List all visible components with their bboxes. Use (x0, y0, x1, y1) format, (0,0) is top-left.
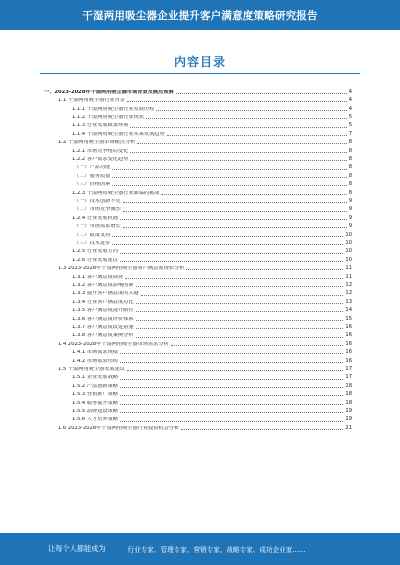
toc-entry-text: 1.2.4 行业发展机遇 (72, 215, 118, 221)
toc-leader-dots (141, 295, 344, 296)
toc-entry[interactable] (72, 322, 352, 330)
toc-entry-text: 1.3.5 客户满意度提升路径 (72, 308, 134, 314)
toc-entry[interactable] (58, 423, 352, 431)
toc-heading: 内容目录 (173, 55, 226, 69)
toc-entry[interactable] (72, 121, 352, 129)
toc-page-number: 16 (345, 332, 352, 339)
toc-leader-dots (161, 194, 346, 195)
toc-leader-dots (112, 177, 346, 178)
toc-leader-dots (120, 353, 343, 354)
toc-entry-text: 1.3.2 客户满意度影响因素 (72, 282, 134, 288)
toc-entry-text: 1.5.3 营销推广策略 (72, 392, 118, 398)
toc-leader-dots (120, 404, 343, 405)
toc-page-number: 9 (348, 197, 352, 204)
toc-leader-dots (130, 152, 346, 153)
toc-entry-text: 1.4.2 市场需求结构 (72, 358, 118, 364)
toc-page-number: 16 (345, 340, 352, 347)
toc-entry-text: 1.2.1 市场竞争格局变化 (72, 148, 129, 154)
toc-page-number: 13 (345, 298, 352, 305)
toc-leader-dots (112, 244, 343, 245)
toc-entry-text: 1.1 干湿两用吸尘器行业背景 (58, 98, 125, 104)
toc-entry-text: 1.4 2023-2028年干湿两用吸尘器市场需求分析 (58, 341, 169, 347)
toc-entry-text: 1.1.1 干湿两用吸尘器行业发展历程 (72, 106, 155, 112)
toc-leader-dots (120, 253, 343, 254)
toc-entry[interactable] (72, 406, 352, 414)
toc-entry[interactable] (74, 196, 352, 204)
toc-leader-dots (127, 101, 347, 102)
toc-leader-dots (136, 328, 344, 329)
toc-page-number: 16 (345, 357, 352, 364)
toc-entry[interactable] (72, 331, 352, 339)
toc-leader-dots (120, 261, 343, 262)
toc-entry[interactable] (72, 356, 352, 364)
toc-page-number: 12 (345, 281, 352, 288)
toc-entry[interactable] (72, 272, 352, 280)
toc-leader-dots (120, 395, 343, 396)
toc-entry[interactable] (72, 213, 352, 221)
toc-leader-dots (120, 219, 347, 220)
toc-entry[interactable] (74, 171, 352, 179)
toc-page-number: 4 (348, 105, 352, 112)
toc-entry[interactable] (72, 146, 352, 154)
toc-leader-dots (156, 110, 346, 111)
toc-leader-dots (120, 379, 343, 380)
toc-entry[interactable] (72, 188, 352, 196)
toc-page-number: 21 (345, 424, 352, 431)
toc-entry[interactable] (74, 221, 352, 229)
toc-page-number: 10 (345, 231, 352, 238)
toc-entry-text: （二）市场竞争激烈 (74, 207, 121, 213)
toc-entry[interactable] (74, 179, 352, 187)
toc-page-number: 14 (345, 307, 352, 314)
toc-entry-text: 1.3.7 客户满意度改进措施 (72, 324, 134, 330)
toc-entry[interactable] (72, 305, 352, 313)
toc-entry-text: 1.1.4 干湿两用吸尘器行业未来发展趋势 (72, 131, 165, 137)
toc-page-number: 16 (345, 349, 352, 356)
toc-entry-text: 1.1.2 干湿两用吸尘器行业现状 (72, 114, 144, 120)
toc-entry[interactable] (72, 347, 352, 355)
toc-page-number: 19 (345, 416, 352, 423)
toc-page-number: 8 (348, 181, 352, 188)
toc-leader-dots (130, 160, 346, 161)
toc-entry-text: 1.2.5 行业发展方向 (72, 249, 118, 255)
toc-entry[interactable] (58, 364, 352, 372)
toc-entry-text: （二）服务质量 (74, 173, 111, 179)
toc-entry[interactable] (72, 112, 352, 120)
toc-entry-text: （一）技术创新不足 (74, 198, 121, 204)
toc-entry-text: 1.5.1 企业发展战略 (72, 375, 118, 381)
toc-leader-dots (123, 211, 347, 212)
toc-entry-text: 1.3.1 客户满意度调查 (72, 274, 124, 280)
toc-leader-dots (112, 236, 343, 237)
toc-page-number: 8 (348, 147, 352, 154)
toc-entry[interactable] (72, 381, 352, 389)
toc-page-number: 5 (348, 113, 352, 120)
toc-leader-dots (123, 202, 347, 203)
toc-leader-dots (136, 337, 344, 338)
toc-leader-dots (181, 429, 343, 430)
toc-leader-dots (137, 143, 346, 144)
toc-entry[interactable] (72, 247, 352, 255)
toc-entry[interactable] (72, 129, 352, 137)
toc-leader-dots (136, 311, 344, 312)
toc-entry-text: （一）产品功能 (74, 165, 111, 171)
toc-entry[interactable] (72, 289, 352, 297)
toc-entry[interactable] (72, 104, 352, 112)
toc-page-number: 17 (345, 374, 352, 381)
toc-entry[interactable] (72, 389, 352, 397)
toc-entry-text: 1.3.4 行业客户满意度对比 (72, 299, 134, 305)
toc-entry[interactable] (72, 154, 352, 162)
page-header (0, 0, 400, 30)
toc-entry-text: 1.2.6 行业发展建议 (72, 257, 118, 263)
toc-page-number: 18 (345, 399, 352, 406)
toc-entry[interactable] (74, 230, 352, 238)
toc-page-number: 16 (345, 323, 352, 330)
toc-leader-dots (112, 169, 346, 170)
toc-entry-text: 一、2023-2028年干湿两用吸尘器市场背景及痛点预测 (44, 89, 174, 95)
toc-page-number: 10 (345, 239, 352, 246)
toc-entry-text: 1.1.3 行业发展政策环境 (72, 123, 129, 129)
toc-page-number: 9 (348, 206, 352, 213)
page-footer (0, 533, 400, 565)
toc-entry-text: 1.3.6 客户满意度评价体系 (72, 316, 134, 322)
toc-leader-dots (146, 118, 347, 119)
toc-page-number: 19 (345, 407, 352, 414)
toc-entry[interactable] (58, 263, 352, 271)
toc-entry-text: （三）技术进步 (74, 240, 111, 246)
toc-leader-dots (171, 345, 344, 346)
toc-page-number: 9 (348, 214, 352, 221)
toc-entry-text: 1.5.2 产品创新策略 (72, 383, 118, 389)
toc-page-number: 8 (348, 164, 352, 171)
toc-entry-text: 1.5.5 品牌建设策略 (72, 408, 118, 414)
toc-leader-dots (120, 387, 343, 388)
toc-entry-text: 1.3.3 提升客户满意度的关键 (72, 291, 139, 297)
toc-page-number: 7 (348, 130, 352, 137)
toc-entry[interactable] (74, 163, 352, 171)
toc-entry[interactable] (74, 238, 352, 246)
toc-page-number: 11 (345, 265, 352, 272)
toc-leader-dots (120, 412, 343, 413)
toc-entry-text: 1.2.2 客户需求变化趋势 (72, 156, 129, 162)
toc-entry[interactable] (72, 280, 352, 288)
toc-entry-text: 1.4.1 市场需求规模 (72, 350, 118, 356)
toc-leader-dots (136, 303, 344, 304)
report-title: 干湿两用吸尘器企业提升客户满意度策略研究报告 (82, 9, 318, 22)
toc-page-number: 17 (345, 365, 352, 372)
toc-page-number: 9 (348, 223, 352, 230)
toc-entry[interactable] (58, 137, 352, 145)
toc-leader-dots (125, 278, 343, 279)
toc-leader-dots (127, 370, 343, 371)
toc-page-number: 4 (348, 97, 352, 104)
toc-leader-dots (130, 127, 346, 128)
toc-page-number: 4 (348, 88, 352, 95)
toc-entry-text: 1.6 2023-2028年干湿两用吸尘器行业投资机会分析 (58, 425, 180, 431)
toc-entry-text: 1.3 2023-2028年干湿两用吸尘器客户满意度现状分析 (58, 266, 185, 272)
toc-entry[interactable] (44, 87, 352, 95)
toc-entry[interactable] (72, 314, 352, 322)
toc-page-number: 18 (345, 391, 352, 398)
toc-entry-text: 1.2 干湿两用吸尘器市场痛点分析 (58, 140, 136, 146)
toc-entry[interactable] (72, 255, 352, 263)
toc-page-number: 12 (345, 290, 352, 297)
toc-entry[interactable] (74, 205, 352, 213)
toc-leader-dots (120, 421, 343, 422)
toc-entry[interactable] (72, 415, 352, 423)
toc-entry[interactable] (72, 297, 352, 305)
toc-page-number: 8 (348, 189, 352, 196)
toc-entry-text: 1.2.3 干湿两用吸尘器行业面临的挑战 (72, 190, 160, 196)
toc-entry[interactable] (58, 95, 352, 103)
toc-page-number: 8 (348, 172, 352, 179)
toc-leader-dots (176, 93, 347, 94)
toc-entry[interactable] (72, 398, 352, 406)
toc-divider (40, 73, 360, 74)
toc-page-number: 15 (345, 315, 352, 322)
toc-entry-text: 1.5.6 人才培养策略 (72, 417, 118, 423)
toc-leader-dots (136, 320, 344, 321)
footer-slogan: 让每个人都能成为 (48, 544, 106, 553)
toc-page-number: 10 (345, 248, 352, 255)
toc-entry-text: （二）政策支持 (74, 232, 111, 238)
toc-entry[interactable] (72, 373, 352, 381)
toc-leader-dots (120, 362, 343, 363)
toc-leader-dots (136, 286, 344, 287)
toc-page-number: 18 (345, 382, 352, 389)
toc-leader-dots (112, 185, 346, 186)
toc-entry-text: 1.3.8 客户满意度案例分析 (72, 333, 134, 339)
toc-page-number: 10 (345, 256, 352, 263)
toc-entry-text: （一）市场需求增长 (74, 224, 121, 230)
toc-entry-text: 1.5.4 服务提升策略 (72, 400, 118, 406)
toc-leader-dots (123, 227, 347, 228)
toc-entry-text: （三）价格因素 (74, 182, 111, 188)
toc-page-number: 8 (348, 139, 352, 146)
toc-page-number: 5 (348, 122, 352, 129)
footer-experts: 行业专家、管理专家、营销专家、战略专家、成功企业家…… (127, 546, 306, 554)
toc-entry[interactable] (58, 339, 352, 347)
toc-leader-dots (186, 269, 343, 270)
toc-page-number: 8 (348, 155, 352, 162)
toc-page-number: 11 (345, 273, 352, 280)
toc-entry-text: 1.5 干湿两用吸尘器发展建议 (58, 366, 125, 372)
toc-leader-dots (167, 135, 347, 136)
